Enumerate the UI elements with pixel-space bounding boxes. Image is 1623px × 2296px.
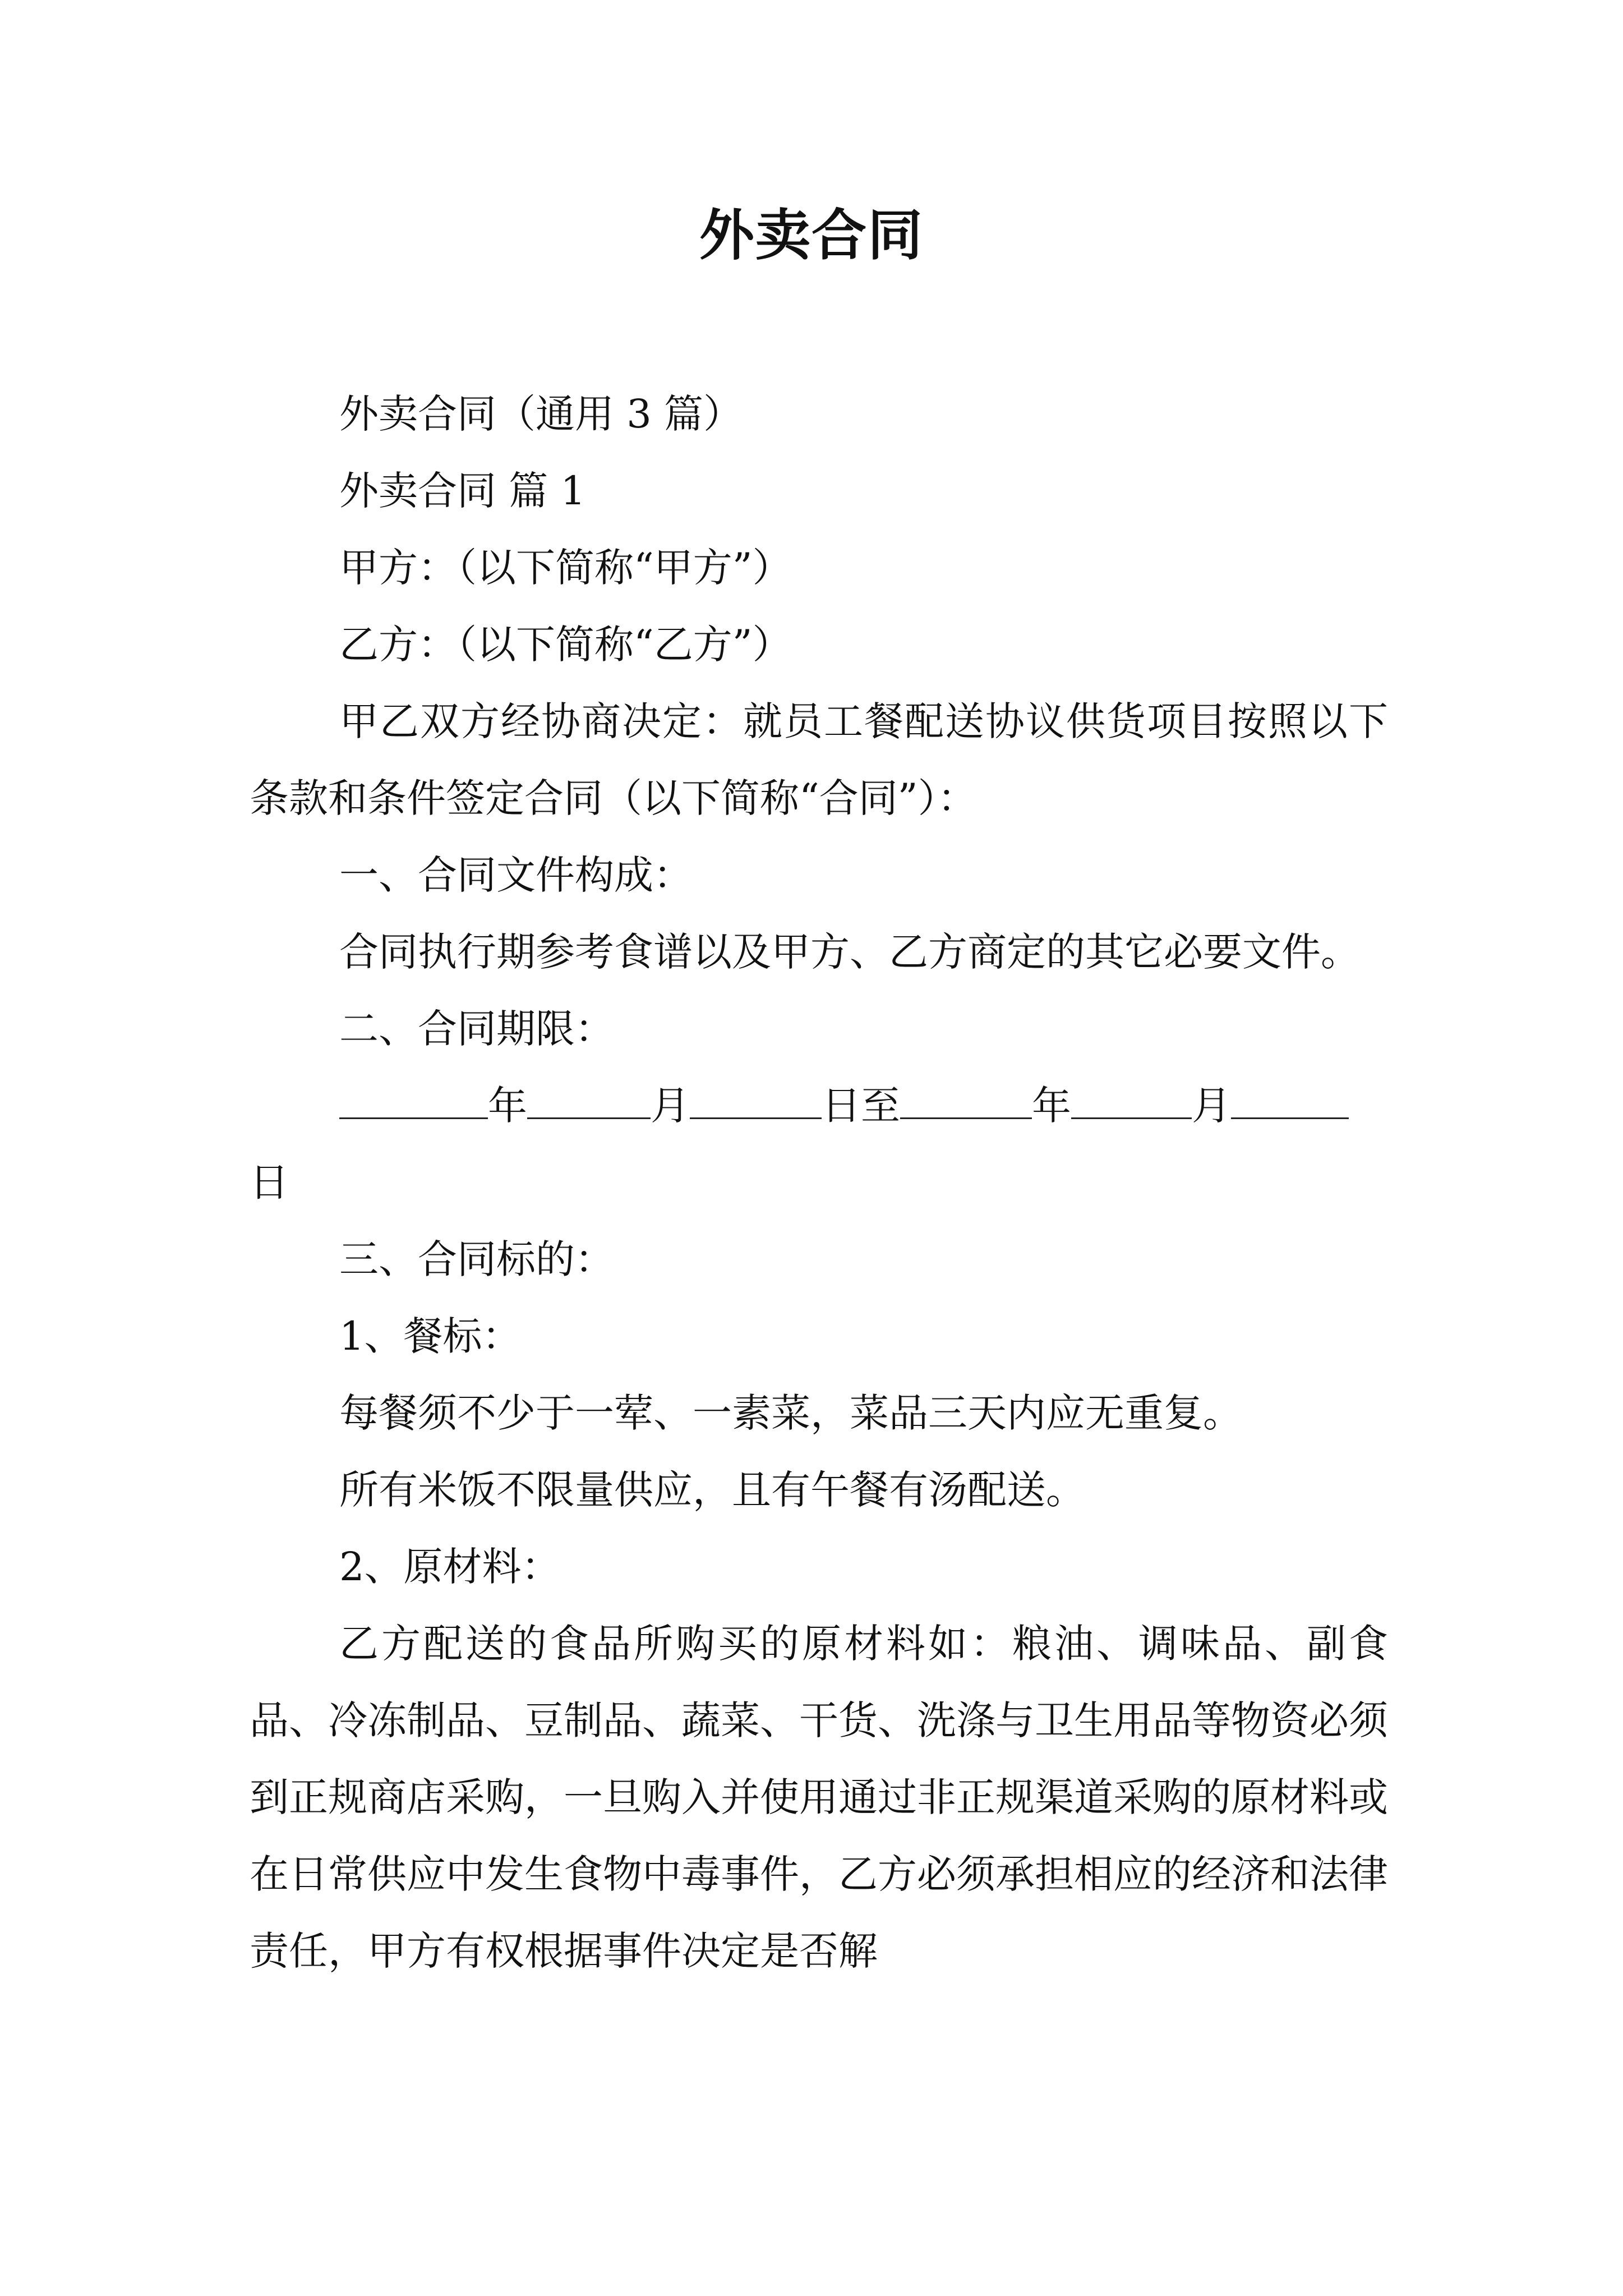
party-a-line: 甲方：（以下简称“甲方”） — [339, 545, 792, 591]
intro-paragraph: 甲乙双方经协商决定：就员工餐配送协议供货项目按照以下条款和条件签定合同（以下简称“合同”）： — [250, 698, 1388, 821]
section1-paragraph: 合同执行期参考食谱以及甲方、乙方商定的其它必要文件。 — [339, 929, 1360, 975]
section3-heading: 三、合同标的： — [339, 1236, 614, 1282]
item2-paragraph: 乙方配送的食品所购买的原材料如：粮油、调味品、副食品、冷冻制品、豆制品、蔬菜、干货、洗涤与卫生用品等物资必须到正规商店采购，一旦购入并使用通过非正规渠道采购的原材料或在日常供应中发生食物中毒事件，乙方必须承担相应的经济和法律责任，甲方有权根据事件决定是否解 — [250, 1621, 1388, 1974]
blank-day-start — [690, 1083, 822, 1119]
blank-year-start — [339, 1083, 488, 1119]
party-b-line: 乙方：（以下简称“乙方”） — [339, 622, 792, 668]
item1-paragraph-2: 所有米饭不限量供应，且有午餐有汤配送。 — [339, 1467, 1085, 1513]
section1-heading: 一、合同文件构成： — [339, 852, 693, 898]
unit-day-end: 日 — [250, 1159, 289, 1205]
unit-month-end: 月 — [1192, 1083, 1231, 1129]
section2-heading: 二、合同期限： — [339, 1006, 614, 1052]
unit-month-start: 月 — [651, 1083, 690, 1129]
blank-month-start — [527, 1083, 651, 1119]
unit-year-start: 年 — [488, 1083, 527, 1129]
document-subtitle: 外卖合同（通用 3 篇） — [339, 391, 743, 437]
document-title: 外卖合同 — [699, 204, 924, 268]
blank-day-end — [1231, 1083, 1349, 1119]
item1-paragraph-1: 每餐须不少于一荤、一素菜，菜品三天内应无重复。 — [339, 1390, 1242, 1436]
chapter-heading: 外卖合同 篇 1 — [339, 468, 586, 514]
contract-term-date-line — [250, 1068, 1388, 1144]
unit-day-to: 日至 — [822, 1083, 900, 1129]
unit-year-end: 年 — [1032, 1083, 1071, 1129]
document-body — [250, 376, 1388, 1990]
blank-month-end — [1071, 1083, 1192, 1119]
item2-heading: 2、原材料： — [339, 1544, 561, 1590]
blank-year-end — [900, 1083, 1032, 1119]
item1-heading: 1、餐标： — [339, 1313, 522, 1359]
